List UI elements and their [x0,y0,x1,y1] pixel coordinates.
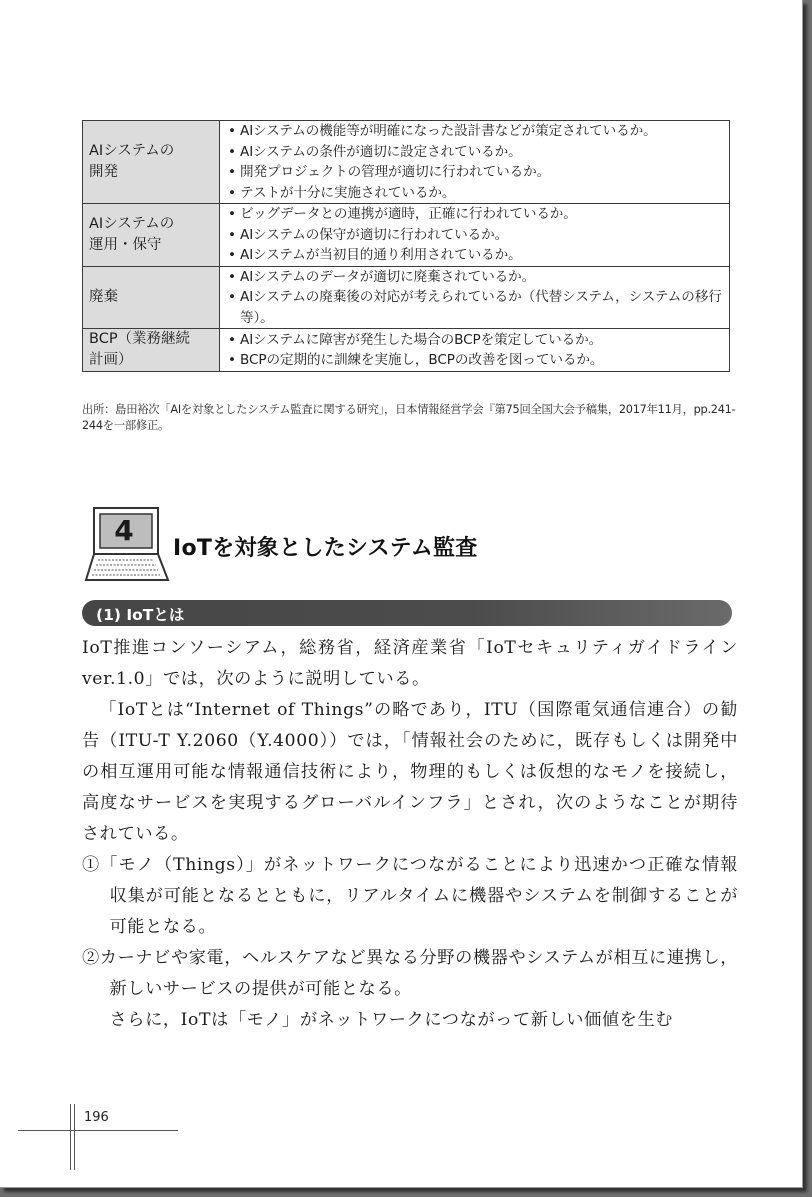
check-items-cell [220,266,730,329]
list-item-1: ①「モノ（Things）」がネットワークにつながることにより迅速かつ正確な情報収集が可能となるとともに，リアルタイムに機器やシステムを制御することが可能となる。 [82,855,738,937]
paragraph-definition: 「IoTとは“Internet of Things”の略であり，ITU（国際電気通信連合）の勧告（ITU-T Y.2060（Y.4000））では，「情報社会のために，既存もしくは開発中の相互運用可能な情報通信技術により，物理的もしくは仮想的なモノを接続し，高度なサービスを実現するグローバルインフラ」とされ，次のようなことが期待されている。 [82,700,738,844]
audit-checklist-table [82,120,730,372]
category-label: 計画） [89,352,133,368]
check-item: • 開発プロジェクトの管理が適切に行われているか。 [228,162,723,183]
check-item: • AIシステムの条件が適切に設定されているか。 [228,142,723,163]
footer-rule-vertical [74,1104,75,1170]
category-label: 運用・保守 [89,236,162,253]
check-item: • AIシステムが当初目的通り利用されているか。 [228,245,723,266]
table-row [83,204,730,267]
section-title: IoTを対象としたシステム監査 [173,536,478,561]
table-row [83,329,730,372]
subsection-title: (1) IoTとは [96,606,185,624]
category-cell [83,266,220,329]
subsection-bar [82,600,732,626]
check-item: • AIシステムのデータが適切に廃棄されているか。 [228,267,723,288]
paragraph-continuation: さらに，IoTは「モノ」がネットワークにつながって新しい価値を生む [109,1010,674,1030]
footer-rule [18,1130,178,1131]
check-item: • AIシステムの保守が適切に行われているか。 [228,225,723,246]
footer-rule-vertical [70,1104,71,1170]
table-row [83,266,730,329]
list-item-2: ②カーナビや家電，ヘルスケアなど異なる分野の機器やシステムが相互に連携し，新しいサービスの提供が可能となる。 [82,948,738,999]
paragraph-intro: IoT推進コンソーシアム，総務省，経済産業省「IoTセキュリティガイドラインver.1.0」では，次のように説明している。 [82,638,738,689]
category-cell [83,121,220,204]
table-row [83,121,730,204]
category-label: BCP（業務継続 [89,331,191,347]
check-item: • ビッグデータとの連携が適時，正確に行われているか。 [228,204,723,225]
check-item: • AIシステムの機能等が明確になった設計書などが策定されているか。 [228,121,723,142]
source-note: 出所：島田裕次「AIを対象としたシステム監査に関する研究」，日本情報経営学会『第75回全国大会予稿集，2017年11月，pp.241-244を一部修正。 [82,403,736,432]
check-items-cell [220,204,730,267]
check-item: • テストが十分に実施されているか。 [228,183,723,204]
check-items-cell [220,121,730,204]
page-number: 196 [84,1110,109,1125]
category-label: 開発 [89,164,118,180]
check-items-cell [220,329,730,372]
check-item: • BCPの定期的に訓練を実施し，BCPの改善を図っているか。 [228,350,723,371]
check-item: • AIシステムの廃棄後の対応が考えられているか（代替システム，システムの移行等）。 [228,287,723,328]
category-label: AIシステムの [89,215,175,232]
category-label: AIシステムの [89,143,175,159]
check-item: • AIシステムに障害が発生した場合のBCPを策定しているか。 [228,330,723,351]
category-cell [83,204,220,267]
category-cell [83,329,220,372]
body-text [82,633,738,1036]
category-label: 廃棄 [89,288,118,305]
section-number: 4 [114,514,134,547]
